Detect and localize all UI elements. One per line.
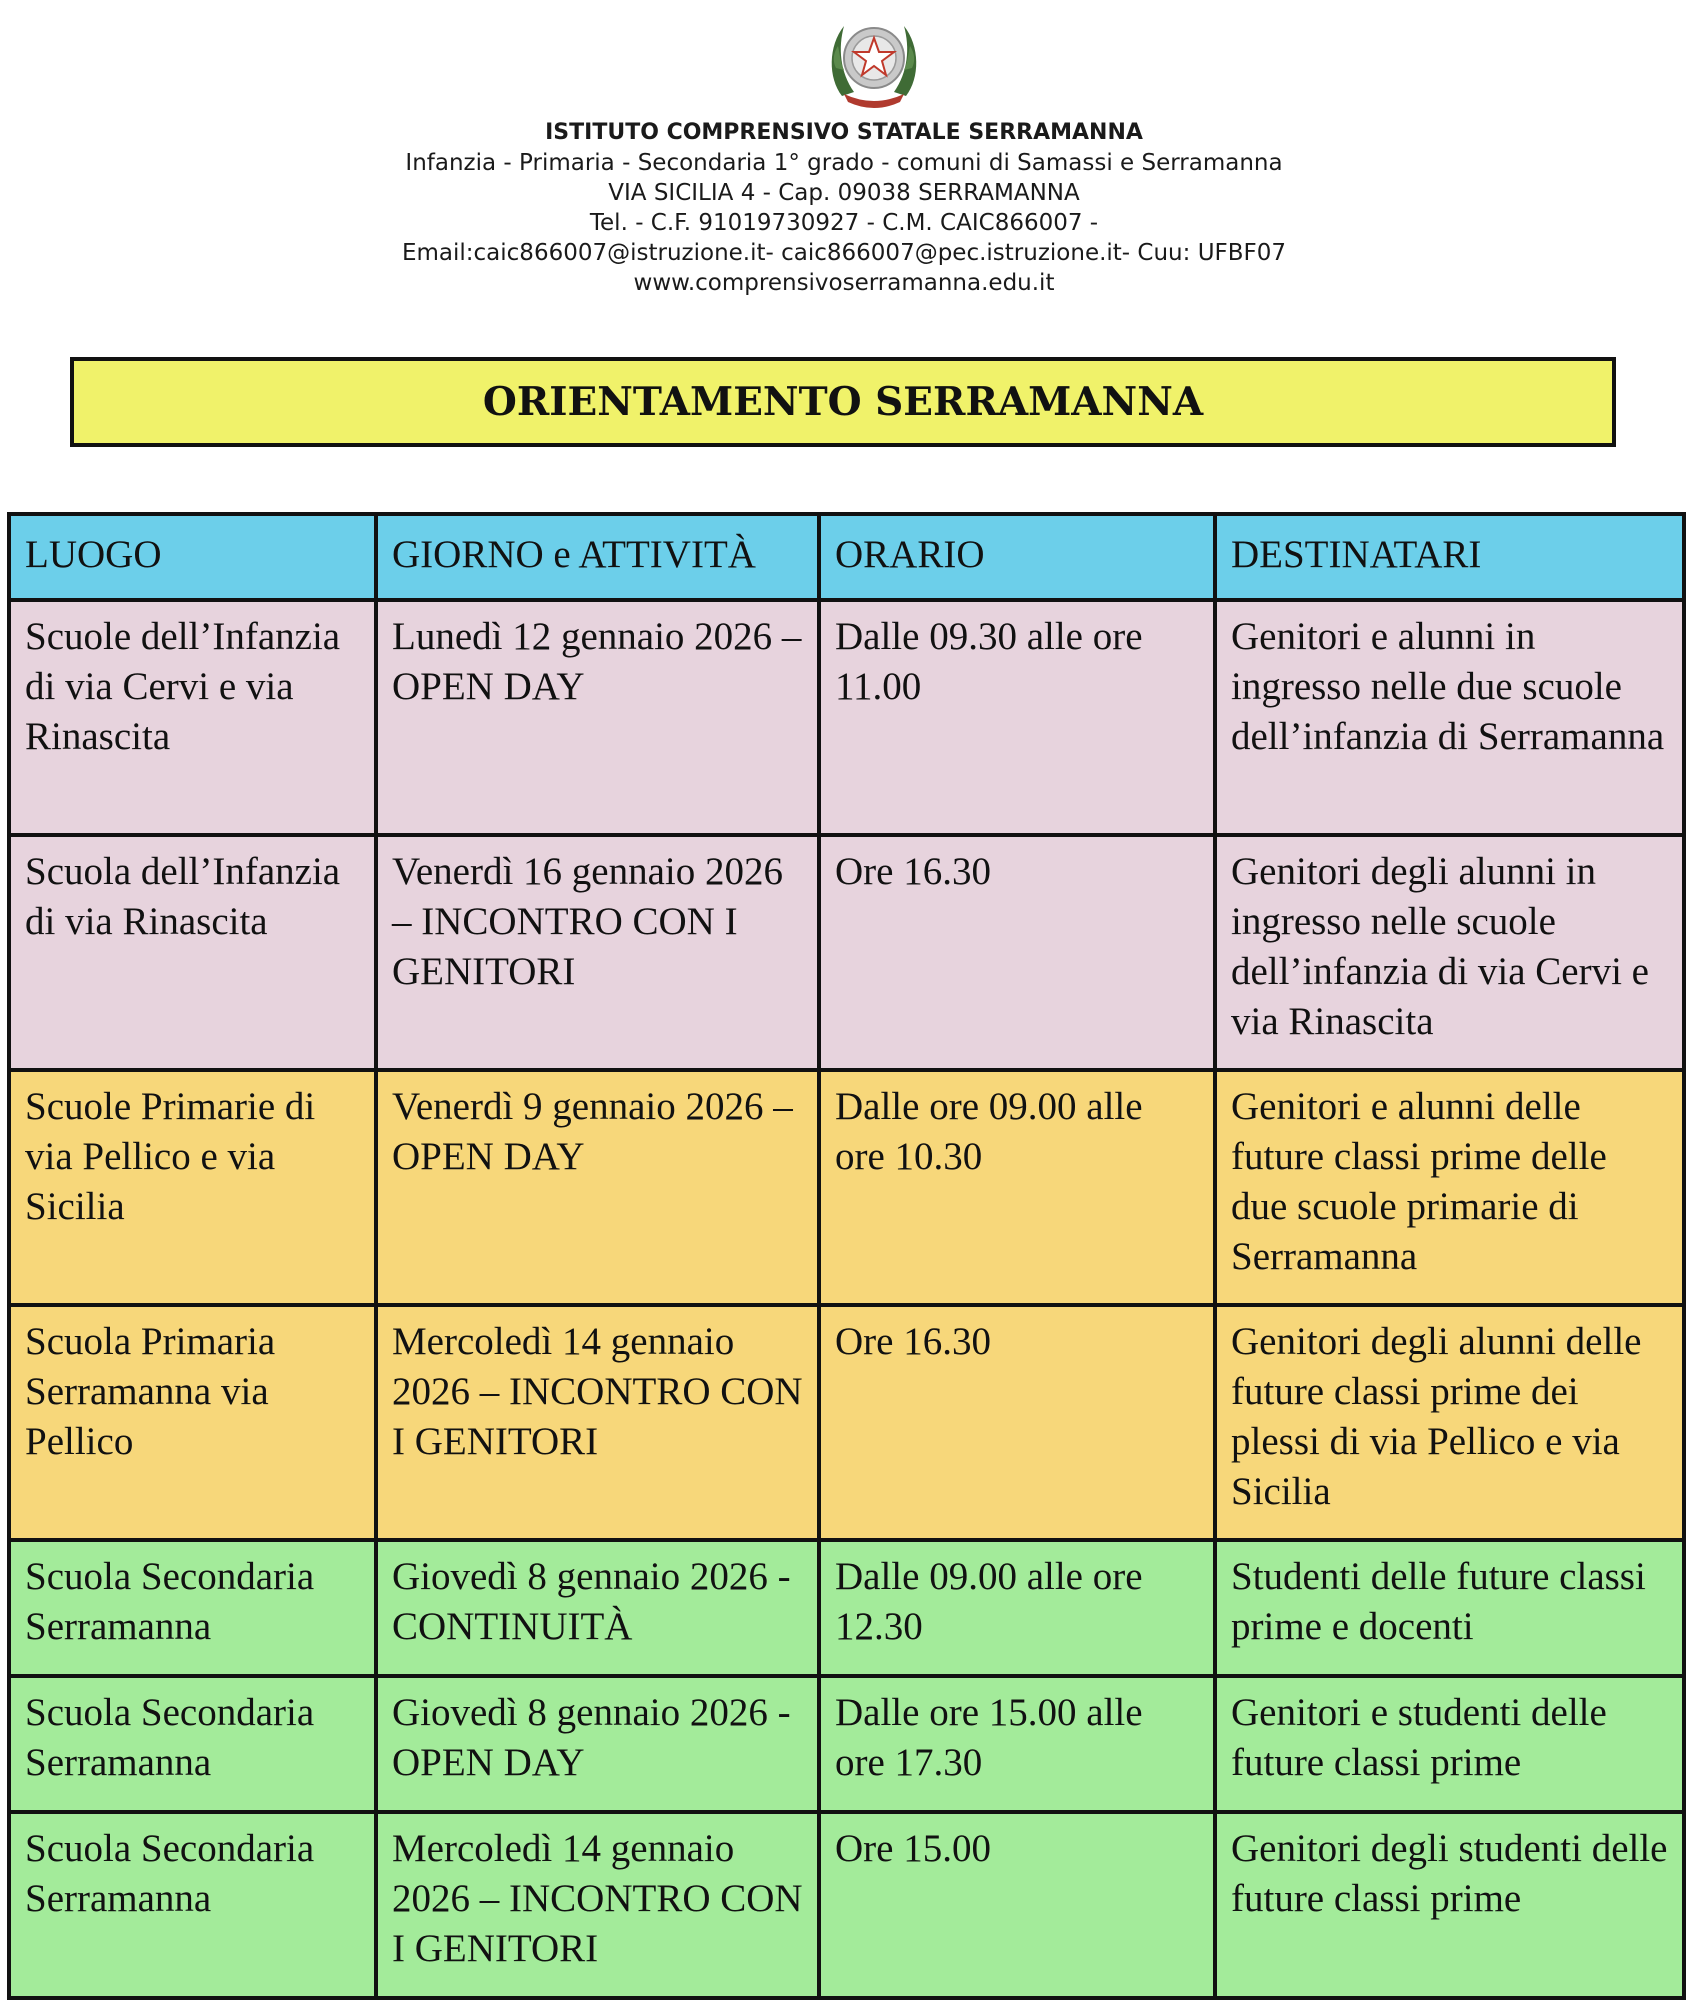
- school-subtitle: Infanzia - Primaria - Secondaria 1° grado - comuni di Samassi e Serramanna: [405, 150, 1283, 176]
- cell-luogo: Scuole dell’Infanzia di via Cervi e via Rinascita: [9, 600, 376, 835]
- school-name: ISTITUTO COMPRENSIVO STATALE SERRAMANNA: [545, 120, 1143, 145]
- cell-giorno: Venerdì 9 gennaio 2026 – OPEN DAY: [376, 1070, 819, 1305]
- cell-destinatari: Genitori e studenti delle future classi prime: [1215, 1676, 1684, 1812]
- school-address: VIA SICILIA 4 - Cap. 09038 SERRAMANNA: [608, 180, 1080, 206]
- cell-giorno: Giovedì 8 gennaio 2026 - CONTINUITÀ: [376, 1540, 819, 1676]
- cell-luogo: Scuola Secondaria Serramanna: [9, 1812, 376, 1998]
- cell-destinatari: Genitori degli alunni delle future classi prime dei plessi di via Pellico e via Sicilia: [1215, 1305, 1684, 1540]
- cell-giorno: Mercoledì 14 gennaio 2026 – INCONTRO CON I GENITORI: [376, 1305, 819, 1540]
- cell-orario: Ore 15.00: [819, 1812, 1215, 1998]
- cell-destinatari: Genitori e alunni in ingresso nelle due scuole dell’infanzia di Serramanna: [1215, 600, 1684, 835]
- column-header-destinatari: DESTINATARI: [1215, 514, 1684, 600]
- school-website: www.comprensivoserramanna.edu.it: [633, 270, 1055, 296]
- table-row: [9, 1812, 1684, 1998]
- cell-luogo: Scuola Secondaria Serramanna: [9, 1540, 376, 1676]
- cell-destinatari: Genitori degli studenti delle future classi prime: [1215, 1812, 1684, 1998]
- cell-orario: Dalle 09.00 alle ore 12.30: [819, 1540, 1215, 1676]
- italian-republic-emblem-icon: [824, 8, 924, 112]
- table-row: [9, 1305, 1684, 1540]
- table-row: [9, 600, 1684, 835]
- school-emails: Email:caic866007@istruzione.it- caic866007@pec.istruzione.it- Cuu: UFBF07: [401, 240, 1287, 266]
- cell-giorno: Venerdì 16 gennaio 2026 – INCONTRO CON I GENITORI: [376, 835, 819, 1070]
- cell-giorno: Mercoledì 14 gennaio 2026 – INCONTRO CON I GENITORI: [376, 1812, 819, 1998]
- column-header-giorno: GIORNO e ATTIVITÀ: [376, 514, 819, 600]
- cell-luogo: Scuola Secondaria Serramanna: [9, 1676, 376, 1812]
- cell-orario: Ore 16.30: [819, 835, 1215, 1070]
- document-title: ORIENTAMENTO SERRAMANNA: [70, 357, 1616, 447]
- table-row: [9, 1070, 1684, 1305]
- school-header: [0, 118, 1688, 298]
- cell-orario: Ore 16.30: [819, 1305, 1215, 1540]
- cell-luogo: Scuola Primaria Serramanna via Pellico: [9, 1305, 376, 1540]
- orientation-schedule-table: [7, 512, 1686, 2000]
- cell-destinatari: Genitori e alunni delle future classi prime delle due scuole primarie di Serramanna: [1215, 1070, 1684, 1305]
- school-codes: Tel. - C.F. 91019730927 - C.M. CAIC866007 -: [589, 210, 1099, 236]
- cell-giorno: Lunedì 12 gennaio 2026 – OPEN DAY: [376, 600, 819, 835]
- cell-orario: Dalle ore 09.00 alle ore 10.30: [819, 1070, 1215, 1305]
- cell-destinatari: Genitori degli alunni in ingresso nelle scuole dell’infanzia di via Cervi e via Rinascita: [1215, 835, 1684, 1070]
- table-header-row: [9, 514, 1684, 600]
- column-header-luogo: LUOGO: [9, 514, 376, 600]
- column-header-orario: ORARIO: [819, 514, 1215, 600]
- table-row: [9, 1540, 1684, 1676]
- cell-destinatari: Studenti delle future classi prime e docenti: [1215, 1540, 1684, 1676]
- cell-giorno: Giovedì 8 gennaio 2026 -OPEN DAY: [376, 1676, 819, 1812]
- cell-luogo: Scuole Primarie di via Pellico e via Sicilia: [9, 1070, 376, 1305]
- cell-orario: Dalle ore 15.00 alle ore 17.30: [819, 1676, 1215, 1812]
- cell-luogo: Scuola dell’Infanzia di via Rinascita: [9, 835, 376, 1070]
- table-row: [9, 835, 1684, 1070]
- cell-orario: Dalle 09.30 alle ore 11.00: [819, 600, 1215, 835]
- table-row: [9, 1676, 1684, 1812]
